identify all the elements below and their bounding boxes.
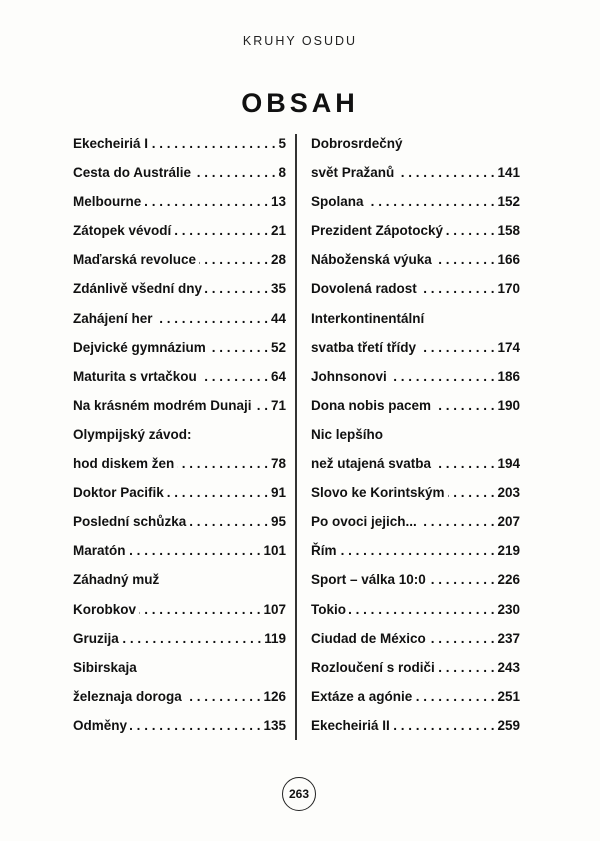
toc-entry-page: 170 <box>497 281 520 297</box>
toc-entry-title: Prezident Zápotocký <box>311 223 444 239</box>
toc-entry <box>73 369 286 398</box>
toc-entry-title: Cesta do Austrálie <box>73 165 192 181</box>
toc-entry-title: Náboženská výuka <box>311 252 432 268</box>
toc-column-left <box>73 136 286 747</box>
toc-entry <box>311 543 520 572</box>
dot-leader <box>438 660 495 675</box>
toc-entry <box>311 340 520 369</box>
dot-leader <box>446 223 494 238</box>
toc-entry-title: Korobkov <box>73 601 137 617</box>
toc-entry-title: Dobrosrdečný <box>311 136 403 151</box>
toc-entry-page: 28 <box>270 252 286 268</box>
dot-leader <box>340 543 495 558</box>
toc-entry-page: 158 <box>497 223 520 239</box>
toc-entry-page: 91 <box>270 485 286 501</box>
toc-entry <box>311 136 520 165</box>
toc-entry-title: Sibirskaja <box>73 659 137 675</box>
toc-entry <box>73 602 286 631</box>
toc-entry <box>311 602 520 631</box>
toc-entry-page: 141 <box>497 165 520 181</box>
toc-entry-page: 174 <box>497 339 520 355</box>
toc-entry-page: 35 <box>270 281 286 297</box>
toc-entry <box>311 514 520 543</box>
toc-entry-page: 101 <box>263 543 286 559</box>
dot-leader <box>420 281 495 296</box>
toc-entry <box>73 252 286 281</box>
dot-leader <box>434 398 494 413</box>
dot-leader <box>349 602 494 617</box>
dot-leader <box>189 514 268 529</box>
toc-entry-title: Po ovoci jejich... <box>311 514 417 530</box>
toc-entry <box>311 572 520 601</box>
toc-entry-page: 186 <box>497 368 520 384</box>
toc-entry-title: Na krásném modrém Dunaji <box>73 397 252 413</box>
toc-entry <box>311 281 520 310</box>
toc-entry-title: Ekecheiriá I <box>73 136 149 151</box>
toc-entry-page: 259 <box>497 717 520 733</box>
dot-leader <box>390 369 495 384</box>
toc-entry-title: svět Pražanů <box>311 165 395 181</box>
toc-entry-page: 166 <box>497 252 520 268</box>
toc-entry-title: Doktor Pacifik <box>73 485 164 501</box>
toc-entry-title: Ciudad de México <box>311 630 426 646</box>
dot-leader <box>139 602 260 617</box>
column-divider <box>295 134 297 740</box>
toc-entry-title: Johnsonovi <box>311 368 387 384</box>
dot-leader <box>397 165 494 180</box>
toc-entry <box>73 718 286 747</box>
toc-entry <box>311 718 520 747</box>
dot-leader <box>194 165 275 180</box>
toc-entry-title: Řím <box>311 543 337 559</box>
toc-entry <box>73 340 286 369</box>
toc-entry-page: 71 <box>270 397 286 413</box>
toc-entry <box>311 223 520 252</box>
dot-leader <box>144 194 268 209</box>
toc-entry <box>311 631 520 660</box>
toc-entry <box>311 427 520 456</box>
toc-entry-page: 230 <box>497 601 520 617</box>
toc-entry <box>73 311 286 340</box>
toc-entry <box>311 660 520 689</box>
dot-leader <box>177 456 268 471</box>
toc-entry <box>73 427 286 456</box>
toc-entry-title: Odměny <box>73 717 128 733</box>
dot-leader <box>393 718 495 733</box>
toc-entry-title: Maďarská revoluce <box>73 252 197 268</box>
dot-leader <box>434 456 494 471</box>
toc-entry <box>73 136 286 165</box>
toc-entry <box>311 311 520 340</box>
dot-leader <box>420 514 495 529</box>
dot-leader <box>209 340 268 355</box>
toc-entry-title: Záhadný muž <box>73 572 160 588</box>
toc-entry-title: Dejvické gymnázium <box>73 339 206 355</box>
page-title: OBSAH <box>241 88 359 118</box>
toc-entry-title: Rozloučení s rodiči <box>311 659 435 675</box>
toc-entry <box>73 485 286 514</box>
toc-entry <box>311 165 520 194</box>
toc-entry <box>73 631 286 660</box>
dot-leader <box>429 631 495 646</box>
toc-entry-title: svatba třetí třídy <box>311 339 417 355</box>
toc-entry-title: Zátopek vévodí <box>73 223 172 239</box>
toc-entry-title: železnaja doroga <box>73 688 182 704</box>
toc-entry-title: Ekecheiriá II <box>311 717 390 733</box>
toc-entry-page: 64 <box>270 368 286 384</box>
dot-leader <box>199 252 268 267</box>
dot-leader <box>448 485 495 500</box>
toc-entry <box>73 165 286 194</box>
dot-leader <box>151 136 275 151</box>
toc-entry <box>73 689 286 718</box>
dot-leader <box>167 485 268 500</box>
toc-entry <box>73 660 286 689</box>
dot-leader <box>174 223 268 238</box>
toc-entry-page: 207 <box>497 514 520 530</box>
toc-entry-page: 44 <box>270 310 286 326</box>
dot-leader <box>156 311 268 326</box>
dot-leader <box>185 689 261 704</box>
toc-entry-title: Gruzija <box>73 630 119 646</box>
toc-entry-page: 126 <box>263 688 286 704</box>
toc-entry-page: 8 <box>278 165 286 181</box>
toc-entry <box>311 689 520 718</box>
toc-entry-title: Zahájení her <box>73 310 153 326</box>
toc-entry-page: 78 <box>270 456 286 472</box>
toc-entry-page: 194 <box>497 456 520 472</box>
dot-leader <box>129 543 261 558</box>
dot-leader <box>255 398 268 413</box>
toc-entry-page: 203 <box>497 485 520 501</box>
dot-leader <box>367 194 495 209</box>
toc-entry-page: 219 <box>497 543 520 559</box>
toc-entry-title: Maturita s vrtačkou <box>73 368 197 384</box>
toc-entry-page: 190 <box>497 397 520 413</box>
toc-entry <box>311 398 520 427</box>
dot-leader <box>415 689 494 704</box>
toc-entry-title: Olympijský závod: <box>73 426 192 442</box>
dot-leader <box>122 631 261 646</box>
toc-entry <box>73 543 286 572</box>
toc-entry-title: Zdánlivě všední dny <box>73 281 203 297</box>
toc-entry <box>311 252 520 281</box>
toc-entry-page: 243 <box>497 659 520 675</box>
toc-entry-title: Poslední schůzka <box>73 514 187 530</box>
dot-leader <box>200 369 268 384</box>
toc-entry <box>311 194 520 223</box>
dot-leader <box>205 281 268 296</box>
toc-entry-page: 237 <box>497 630 520 646</box>
page-number: 263 <box>282 777 316 811</box>
toc-entry-title: Interkontinentální <box>311 310 425 326</box>
toc-entry-title: Slovo ke Korintským <box>311 485 445 501</box>
toc-entry-page: 21 <box>270 223 286 239</box>
toc-entry-page: 152 <box>497 194 520 210</box>
toc-entry-title: Sport – válka 10:0 <box>311 572 426 588</box>
toc-entry-page: 13 <box>270 194 286 210</box>
toc-entry-title: Dona nobis pacem <box>311 397 432 413</box>
toc-entry <box>311 369 520 398</box>
toc-entry-title: Maratón <box>73 543 126 559</box>
toc-entry <box>73 281 286 310</box>
toc-entry-title: než utajená svatba <box>311 456 432 472</box>
toc-entry-page: 251 <box>497 688 520 704</box>
toc-entry-title: Tokio <box>311 601 346 617</box>
toc-entry-title: Dovolená radost <box>311 281 417 297</box>
toc-entry-title: hod diskem žen <box>73 456 175 472</box>
toc-entry <box>73 456 286 485</box>
toc-entry <box>73 398 286 427</box>
toc-entry-page: 135 <box>263 717 286 733</box>
toc-entry-page: 119 <box>264 630 286 646</box>
dot-leader <box>419 340 494 355</box>
toc-entry-title: Nic lepšího <box>311 426 384 442</box>
toc-entry-page: 107 <box>263 601 286 617</box>
toc-entry-page: 226 <box>497 572 520 588</box>
toc-entry-page: 52 <box>270 339 286 355</box>
dot-leader <box>429 572 495 587</box>
toc-entry <box>311 456 520 485</box>
dot-leader <box>130 718 260 733</box>
toc-entry-page: 95 <box>270 514 286 530</box>
toc-entry <box>73 194 286 223</box>
toc-entry <box>73 223 286 252</box>
toc-entry <box>311 485 520 514</box>
toc-entry-title: Spolana <box>311 194 364 210</box>
running-header: KRUHY OSUDU <box>242 34 358 48</box>
toc-column-right <box>311 136 520 747</box>
toc-entry <box>73 514 286 543</box>
toc-entry-title: Melbourne <box>73 194 142 210</box>
dot-leader <box>435 252 495 267</box>
toc-entry-title: Extáze a agónie <box>311 688 413 704</box>
toc-entry-page: 5 <box>278 136 286 151</box>
toc-entry <box>73 572 286 601</box>
